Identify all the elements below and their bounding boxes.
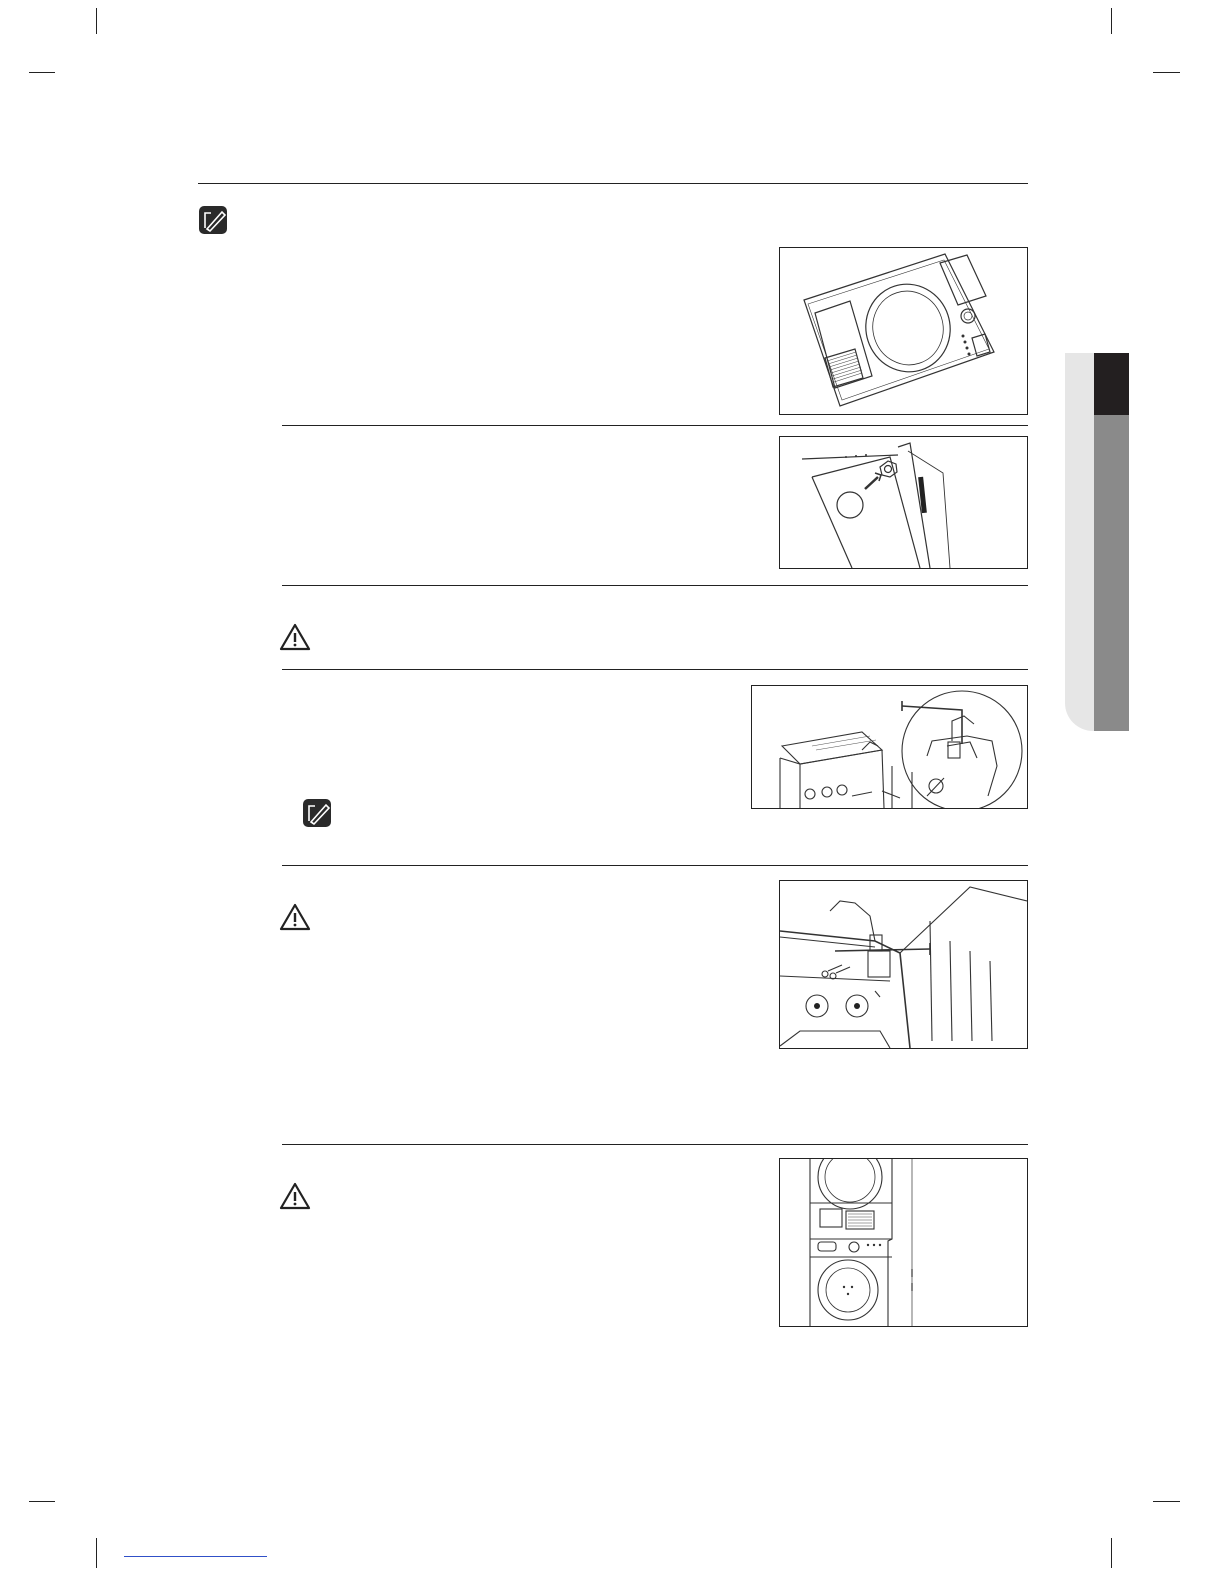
section-rule: [282, 1144, 1028, 1145]
section-rule: [282, 865, 1028, 866]
crop-mark: [96, 8, 97, 34]
crop-mark: [29, 1501, 55, 1502]
section-rule: [282, 425, 1028, 426]
warning-triangle-icon: [279, 903, 311, 931]
chapter-tab-bar: [1094, 415, 1129, 731]
section-rule: [282, 669, 1028, 670]
note-pencil-icon: [198, 205, 228, 235]
figure-stacked-units: [779, 1158, 1028, 1327]
chapter-tab-marker: [1094, 353, 1129, 415]
warning-triangle-icon: [279, 1182, 311, 1210]
crop-mark: [29, 72, 55, 73]
crop-mark: [1111, 8, 1112, 34]
crop-mark: [1153, 72, 1180, 73]
crop-mark: [1111, 1538, 1112, 1568]
note-pencil-icon: [302, 798, 332, 828]
figure-washer-top-view: [779, 247, 1028, 415]
figure-stacking-bracket: [751, 685, 1028, 809]
warning-triangle-icon: [279, 623, 311, 651]
crop-mark: [96, 1538, 97, 1568]
crop-mark: [1153, 1501, 1180, 1502]
header-rule: [198, 183, 1028, 184]
footer-link[interactable]: [124, 1556, 267, 1557]
figure-bracket-screws: [779, 880, 1028, 1049]
section-rule: [282, 585, 1028, 586]
figure-rear-bolt: [779, 436, 1028, 569]
